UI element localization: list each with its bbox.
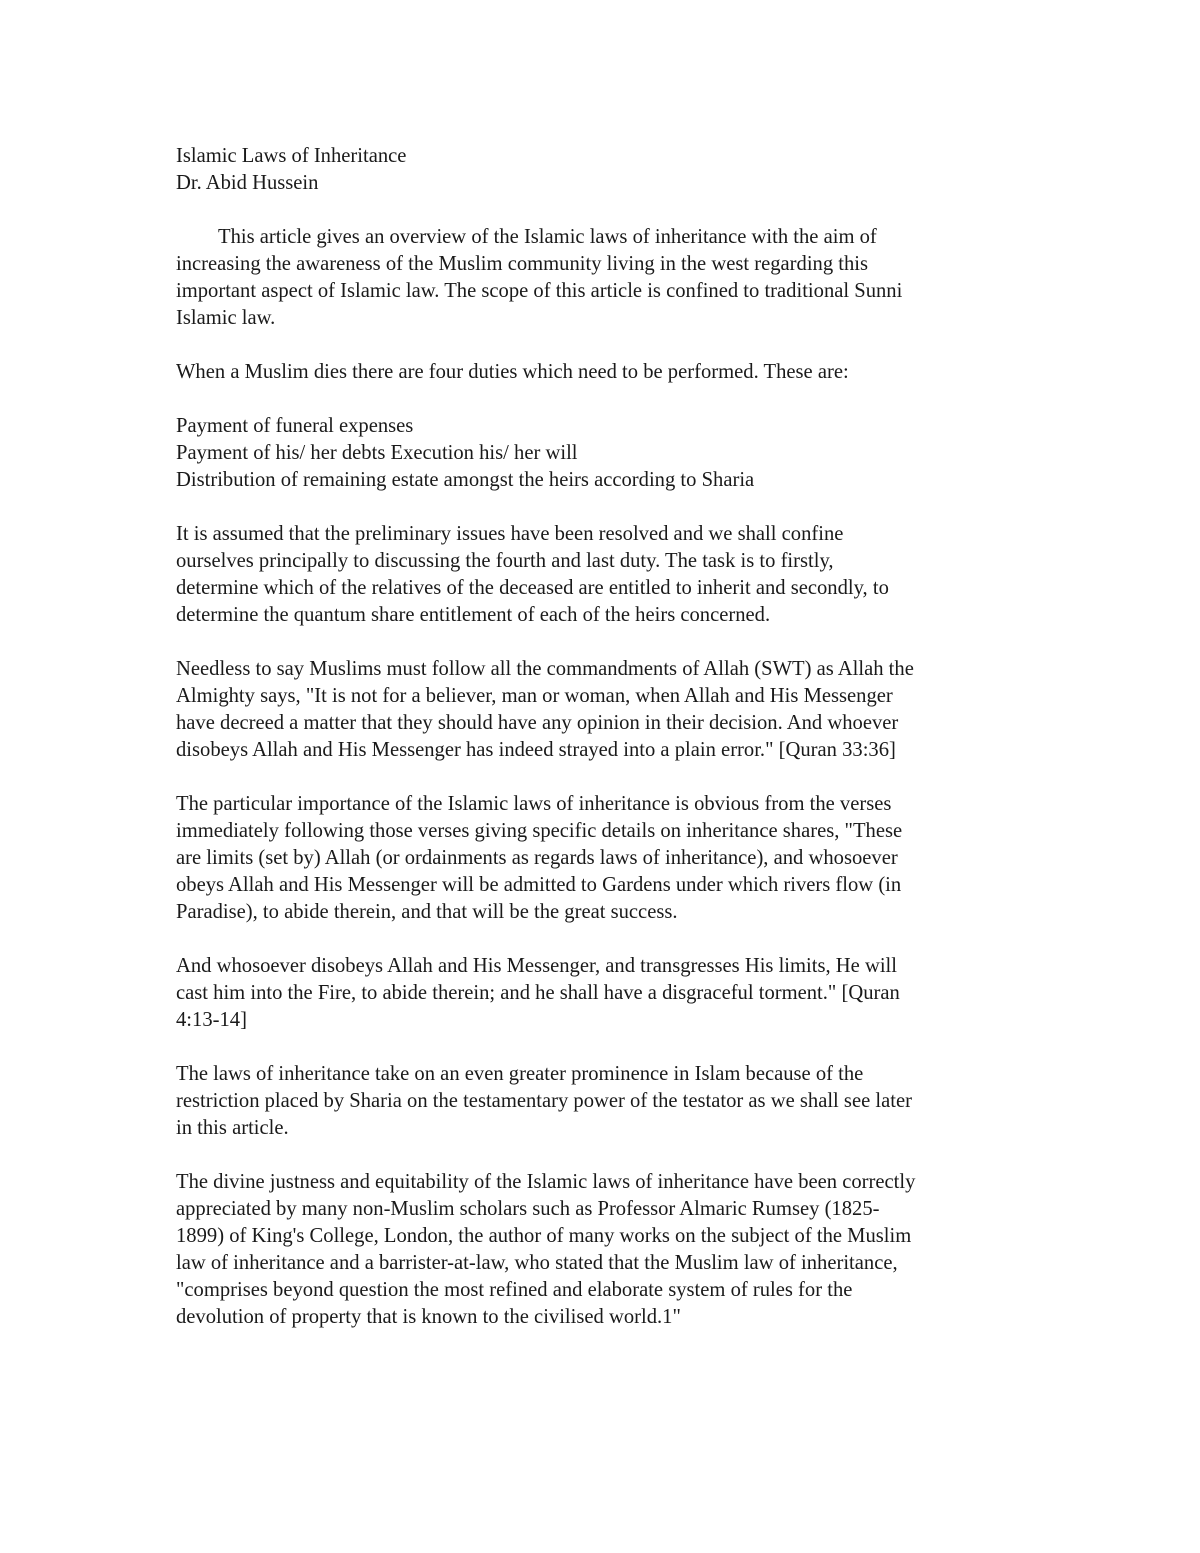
paragraph-line: The divine justness and equitability of the Islamic laws of inheritance have been correctly bbox=[176, 1171, 916, 1193]
paragraph-line: law of inheritance and a barrister-at-law, who stated that the Muslim law of inheritance, bbox=[176, 1252, 898, 1274]
paragraph-importance bbox=[176, 791, 1036, 926]
paragraph-line: determine which of the relatives of the deceased are entitled to inherit and secondly, to bbox=[176, 577, 889, 599]
spacer bbox=[176, 197, 1036, 224]
document-body bbox=[176, 143, 1036, 1358]
paragraph-line: immediately following those verses giving specific details on inheritance shares, "These bbox=[176, 820, 903, 842]
list-item: Payment of funeral expenses bbox=[176, 415, 414, 437]
paragraph-line: Islamic law. bbox=[176, 307, 276, 329]
paragraph-line: This article gives an overview of the Islamic laws of inheritance with the aim of bbox=[218, 226, 877, 248]
paragraph-line: are limits (set by) Allah (or ordainments as regards laws of inheritance), and whosoever bbox=[176, 847, 898, 869]
paragraph-line: Almighty says, "It is not for a believer, man or woman, when Allah and His Messenger bbox=[176, 685, 893, 707]
paragraph-line: appreciated by many non-Muslim scholars such as Professor Almaric Rumsey (1825- bbox=[176, 1198, 880, 1220]
paragraph-commandments bbox=[176, 656, 1036, 764]
paragraph-line: ourselves principally to discussing the fourth and last duty. The task is to firstly, bbox=[176, 550, 834, 572]
paragraph-disobedience bbox=[176, 953, 1036, 1034]
list-item: Payment of his/ her debts Execution his/ her will bbox=[176, 442, 578, 464]
paragraph-line: "comprises beyond question the most refined and elaborate system of rules for the bbox=[176, 1279, 853, 1301]
document-author: Dr. Abid Hussein bbox=[176, 172, 319, 194]
paragraph-line: It is assumed that the preliminary issues have been resolved and we shall confine bbox=[176, 523, 844, 545]
paragraph-prominence bbox=[176, 1061, 1036, 1142]
paragraph-line: in this article. bbox=[176, 1117, 289, 1139]
paragraph-line: 1899) of King's College, London, the author of many works on the subject of the Muslim bbox=[176, 1225, 912, 1247]
paragraph-line: disobeys Allah and His Messenger has indeed strayed into a plain error." [Quran 33:36] bbox=[176, 739, 896, 761]
paragraph-line: important aspect of Islamic law. The scope of this article is confined to traditional Sunni bbox=[176, 280, 903, 302]
paragraph-line: determine the quantum share entitlement of each of the heirs concerned. bbox=[176, 604, 771, 626]
paragraph-line: devolution of property that is known to the civilised world.1" bbox=[176, 1306, 681, 1328]
paragraph-line: When a Muslim dies there are four duties which need to be performed. These are: bbox=[176, 361, 849, 383]
paragraph-line: have decreed a matter that they should have any opinion in their decision. And whoever bbox=[176, 712, 899, 734]
paragraph-justness bbox=[176, 1169, 1036, 1331]
paragraph-line: restriction placed by Sharia on the testamentary power of the testator as we shall see later bbox=[176, 1090, 912, 1112]
paragraph-line: Paradise), to abide therein, and that will be the great success. bbox=[176, 901, 678, 923]
paragraph-line: cast him into the Fire, to abide therein; and he shall have a disgraceful torment." [Quran bbox=[176, 982, 900, 1004]
paragraph-line: increasing the awareness of the Muslim community living in the west regarding this bbox=[176, 253, 869, 275]
paragraph-line: obeys Allah and His Messenger will be admitted to Gardens under which rivers flow (in bbox=[176, 874, 902, 896]
paragraph-line: The particular importance of the Islamic laws of inheritance is obvious from the verses bbox=[176, 793, 892, 815]
paragraph-intro bbox=[176, 224, 1036, 332]
paragraph-line: And whosoever disobeys Allah and His Messenger, and transgresses His limits, He will bbox=[176, 955, 898, 977]
paragraph-duties-intro bbox=[176, 359, 1036, 386]
duties-list bbox=[176, 413, 1036, 494]
paragraph-line: The laws of inheritance take on an even greater prominence in Islam because of the bbox=[176, 1063, 864, 1085]
list-item: Distribution of remaining estate amongst the heirs according to Sharia bbox=[176, 469, 755, 491]
paragraph-line: Needless to say Muslims must follow all the commandments of Allah (SWT) as Allah the bbox=[176, 658, 914, 680]
document-title: Islamic Laws of Inheritance bbox=[176, 145, 407, 167]
paragraph-assumption bbox=[176, 521, 1036, 629]
paragraph-line: 4:13-14] bbox=[176, 1009, 247, 1031]
